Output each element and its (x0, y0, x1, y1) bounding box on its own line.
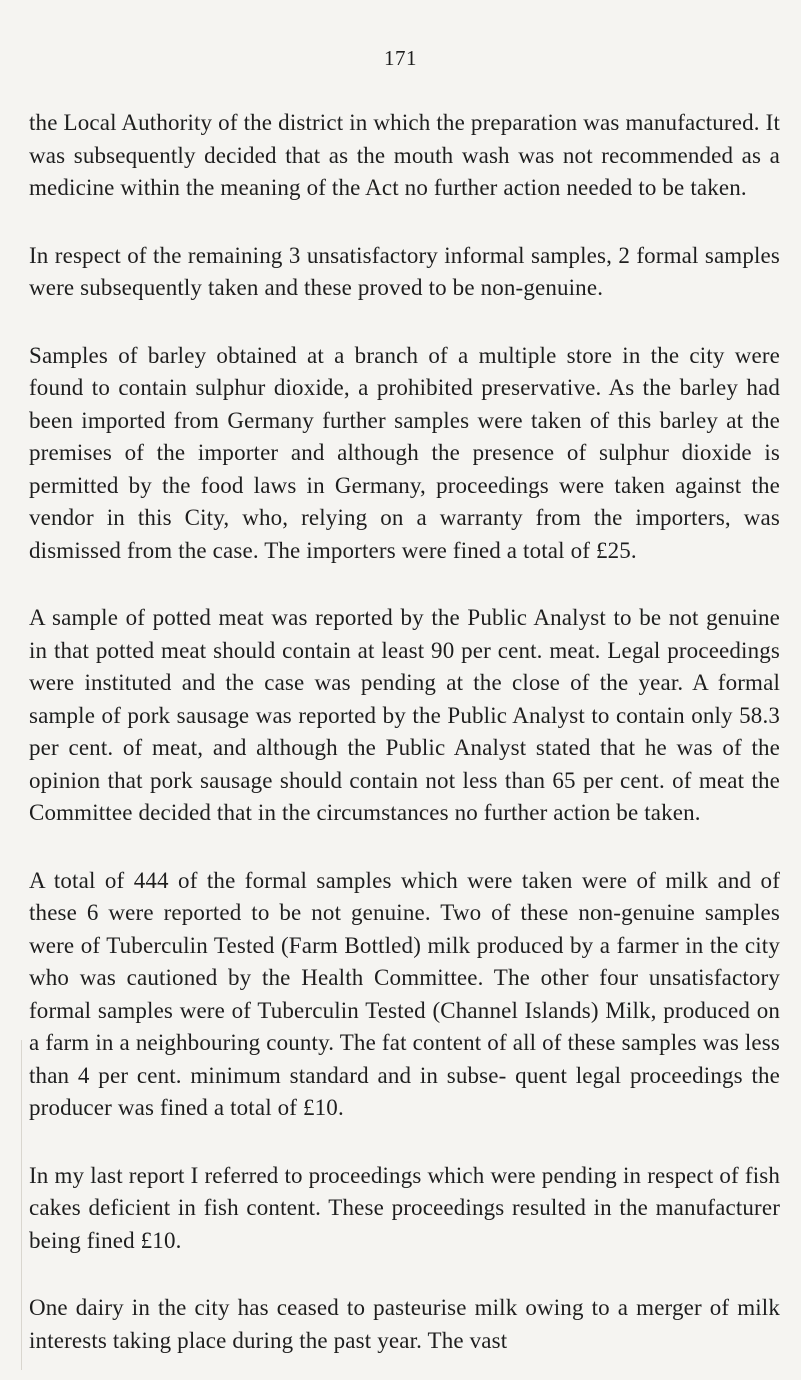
scan-margin-line (21, 1040, 22, 1370)
paragraph-1: the Local Authority of the district in which the preparation was manufactured. It was subsequently decided that as the mouth wash was not recommended as a medicine within the meaning of the Act no further action needed to be taken. (29, 110, 780, 200)
paragraph-7: One dairy in the city has ceased to pasteurise milk owing to a merger of milk interests taking place during the past year. The vast (29, 1295, 780, 1353)
paragraph-4: A sample of potted meat was reported by the Public Analyst to be not genuine in that potted meat should contain at least 90 per cent. meat. Legal proceedings were instituted and the case was pending at the close of the year. A formal sample of pork sausage was reported by the Public Analyst to contain only 58.3 per cent. of meat, and although the Public Analyst stated that he was of the opinion that pork sausage should contain not less than 65 per cent. of meat the Committee decided that in the circumstances no further action be taken. (29, 605, 780, 825)
paragraph-6: In my last report I referred to proceedings which were pending in respect of fish cakes deficient in fish content. These proceedings resulted in the manufacturer being fined £10. (29, 1162, 780, 1253)
paragraph-2: In respect of the remaining 3 unsatisfactory informal samples, 2 formal samples were subsequently taken and these proved to be non-genuine. (29, 242, 780, 300)
body-text (29, 107, 780, 1357)
paragraph-3: Samples of barley obtained at a branch of a multiple store in the city were found to contain sulphur dioxide, a prohibited preservative. As the barley had been imported from Germany further samples were taken of this barley at the premises of the importer and although the presence of sulphur dioxide is permitted by the food laws in Germany, proceedings were taken against the vendor in this City, who, relying on a warranty from the importers, was dismissed from the case. The importers were fined a total of £25. (29, 342, 780, 563)
paragraph-5: A total of 444 of the formal samples which were taken were of milk and of these 6 were reported to be not genuine. Two of these non-genuine samples were of Tuberculin Tested (Farm Bottled) milk produced by a farmer in the city who was cautioned by the Health Committee. The other four unsatisfactory formal samples were of Tuberculin Tested (Channel Islands) Milk, produced on a farm in a neighbouring county. The fat content of all of these samples was less than 4 per cent. minimum standard and in subse- quent legal proceedings the producer was fined a total of £10. (29, 867, 780, 1120)
page-number: 171 (384, 46, 417, 70)
